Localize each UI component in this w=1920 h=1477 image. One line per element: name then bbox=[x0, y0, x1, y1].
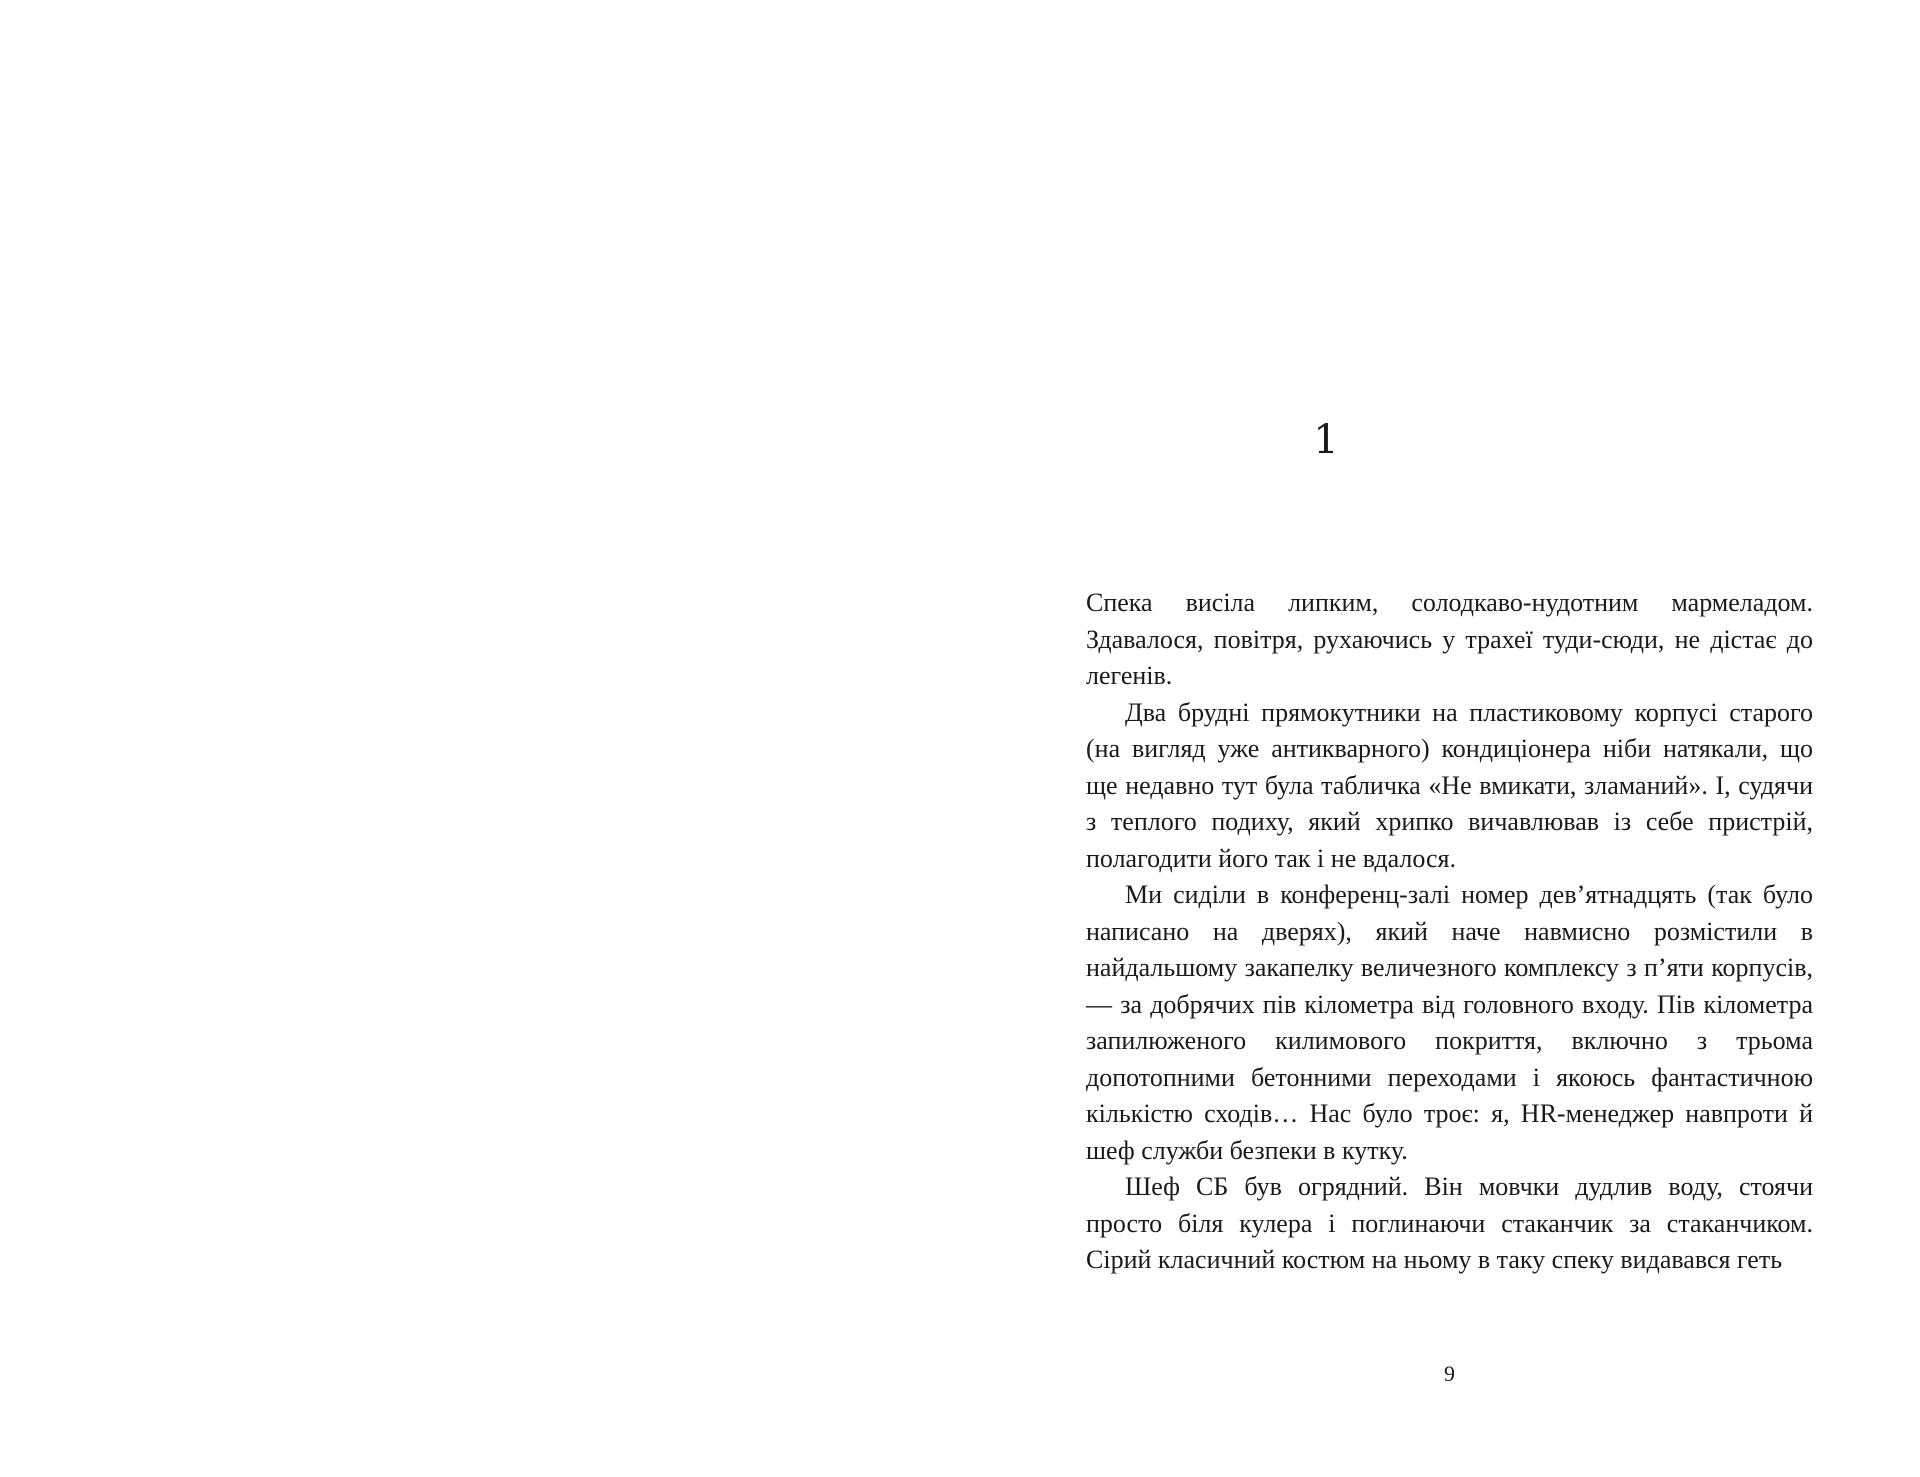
chapter-number: 1 bbox=[1313, 417, 1339, 463]
right-page bbox=[960, 0, 1920, 1477]
paragraph-2: Два брудні прямокутники на пластиковому корпусі старого (на вигляд уже антикварного) кондиціонера ніби натякали, що ще недавно тут була табличка «Не вмикати, зламаний». І, судячи з теплого подиху, який хрипко вичавлював із себе пристрій, полагодити його так і не вдалося. bbox=[1086, 697, 1813, 873]
page-number: 9 bbox=[1444, 1361, 1455, 1386]
paragraph-1: Спека висіла липким, солодкаво-нудотним мармеладом. Здавалося, повітря, рухаючись у трахеї туди-сюди, не дістає до легенів. bbox=[1086, 588, 1813, 690]
paragraph-3: Ми сиділи в конференц-залі номер дев’ятнадцять (так було написано на дверях), який наче навмисно розмістили в найдальшому закапелку величезного комплексу з п’яти корпусів, — за добрячих пів кілометра від головного входу. Пів кілометра запилюженого килимового покриття, включно з трьома допотопними бетонними переходами і якоюсь фантастичною кількістю сходів… Нас було троє: я, HR-менеджер навпроти й шеф служби безпеки в кутку. bbox=[1086, 880, 1813, 1165]
chapter-body-text bbox=[1086, 585, 1813, 1279]
paragraph-4: Шеф СБ був огрядний. Він мовчки дудлив воду, стоячи просто біля кулера і поглинаючи стаканчик за стаканчиком. Сірий класичний костюм на ньому в таку спеку видавався геть bbox=[1086, 1172, 1813, 1274]
